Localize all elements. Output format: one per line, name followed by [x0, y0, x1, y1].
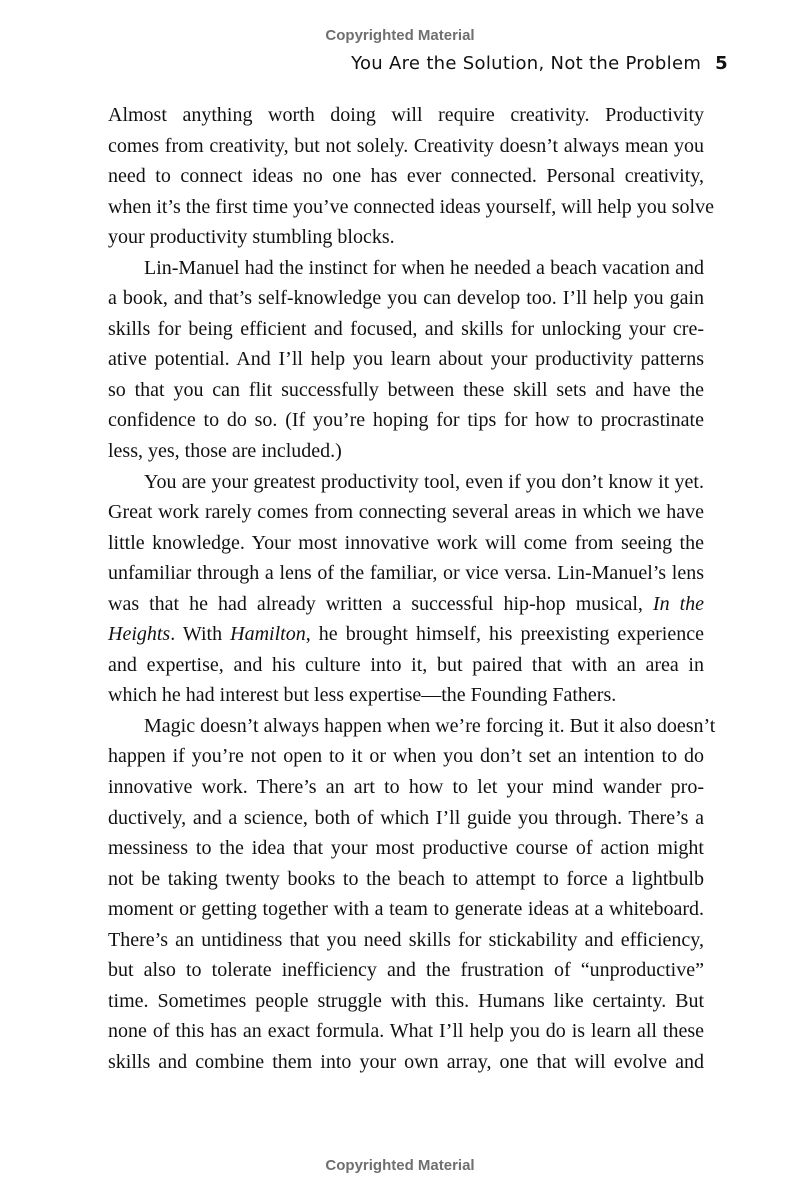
paragraph: [108, 711, 716, 1078]
text-line: [108, 925, 704, 956]
text-line: [108, 528, 704, 559]
text-line: [108, 619, 704, 650]
text-line: [108, 161, 704, 192]
text-run: skills for being efficient and focused, and skills for unlocking your cre-: [108, 317, 704, 340]
text-run: Almost anything worth doing will require creativity. Productivity: [108, 104, 704, 126]
text-run: not be taking twenty books to the beach to attempt to force a lightbulb: [108, 867, 704, 890]
text-run: moment or getting together with a team to generate ideas at a whiteboard.: [108, 898, 704, 921]
italic-title: In the: [652, 592, 705, 615]
text-run: so that you can flit successfully between these skill sets and have the: [108, 378, 704, 401]
text-run: ductively, and a science, both of which I’ll guide you through. There’s a: [108, 806, 704, 829]
text-run: need to connect ideas no one has ever connected. Personal creativity,: [108, 165, 704, 188]
page-number: 5: [715, 53, 728, 74]
running-title: You Are the Solution, Not the Problem: [351, 53, 702, 74]
paragraph: [108, 253, 704, 467]
text-line: [108, 375, 704, 406]
text-run: little knowledge. Your most innovative work will come from seeing the: [108, 531, 704, 554]
text-line: [108, 894, 704, 925]
text-line: [108, 131, 704, 162]
text-line: [108, 314, 704, 345]
text-run: comes from creativity, but not solely. Creativity doesn’t always mean you: [108, 134, 704, 157]
text-run: skills and combine them into your own array, one that will evolve and: [108, 1050, 704, 1073]
text-line: [108, 803, 704, 834]
text-line: [108, 955, 704, 986]
text-line: [108, 1047, 704, 1078]
paragraph: [108, 467, 704, 711]
text-run: your productivity stumbling blocks.: [108, 226, 395, 249]
copyright-watermark-top: Copyrighted Material: [325, 27, 475, 44]
text-run: Great work rarely comes from connecting several areas in which we have: [108, 501, 704, 524]
text-run: when it’s the first time you’ve connected ideas yourself, will help you solve: [108, 195, 714, 218]
text-run: time. Sometimes people struggle with this. Humans like certainty. But: [108, 989, 704, 1012]
text-run: confidence to do so. (If you’re hoping for tips for how to procrastinate: [108, 409, 704, 432]
text-line: [108, 772, 704, 803]
text-run: You are your greatest productivity tool, even if you don’t know it yet.: [144, 470, 704, 493]
text-run: Magic doesn’t always happen when we’re forcing it. But it also doesn’t: [144, 714, 716, 737]
paragraph: [108, 100, 714, 253]
text-run: unfamiliar through a lens of the familiar, or vice versa. Lin-Manuel’s lens: [108, 562, 704, 585]
text-line: [108, 344, 704, 375]
text-line: [108, 680, 704, 711]
text-line: [108, 558, 704, 589]
text-run: but also to tolerate inefficiency and the frustration of “unproductive”: [108, 959, 704, 982]
text-run: which he had interest but less expertise—the Founding Fathers.: [108, 684, 617, 707]
running-header: [351, 53, 728, 74]
text-run: happen if you’re not open to it or when you don’t set an intention to do: [108, 745, 704, 768]
italic-title: Hamilton: [230, 623, 306, 646]
text-run: was that he had already written a successful hip-hop musical,: [108, 592, 653, 615]
text-run: messiness to the idea that your most productive course of action might: [108, 837, 704, 860]
copyright-watermark-bottom: Copyrighted Material: [325, 1157, 475, 1174]
text-line: [108, 864, 704, 895]
text-run: and expertise, and his culture into it, but paired that with an area in: [108, 653, 704, 676]
text-line: [108, 405, 704, 436]
text-run: none of this has an exact formula. What I’ll help you do is learn all these: [108, 1020, 704, 1043]
text-line: [108, 833, 704, 864]
text-run: Lin-Manuel had the instinct for when he needed a beach vacation and: [144, 256, 704, 279]
text-run: . With: [170, 623, 231, 646]
text-line: [108, 650, 704, 681]
text-line: [108, 711, 716, 742]
text-run: a book, and that’s self-knowledge you can develop too. I’ll help you gain: [108, 287, 704, 310]
text-line: [108, 100, 704, 131]
text-run: less, yes, those are included.): [108, 440, 342, 463]
text-line: [108, 436, 704, 467]
text-line: [108, 253, 704, 284]
italic-title: Heights: [108, 623, 171, 646]
text-run: ative potential. And I’ll help you learn about your productivity patterns: [108, 348, 704, 371]
text-run: , he brought himself, his preexisting experience: [305, 623, 704, 646]
text-line: [108, 741, 704, 772]
text-line: [108, 1016, 704, 1047]
text-line: [108, 986, 704, 1017]
text-run: There’s an untidiness that you need skills for stickability and efficiency,: [108, 928, 704, 951]
text-line: [108, 497, 704, 528]
text-line: [108, 192, 714, 223]
body-text: [108, 100, 716, 1078]
text-line: [108, 467, 704, 498]
text-line: [108, 589, 704, 620]
text-run: innovative work. There’s an art to how to let your mind wander pro-: [108, 776, 704, 799]
text-line: [108, 283, 704, 314]
text-line: [108, 222, 704, 253]
